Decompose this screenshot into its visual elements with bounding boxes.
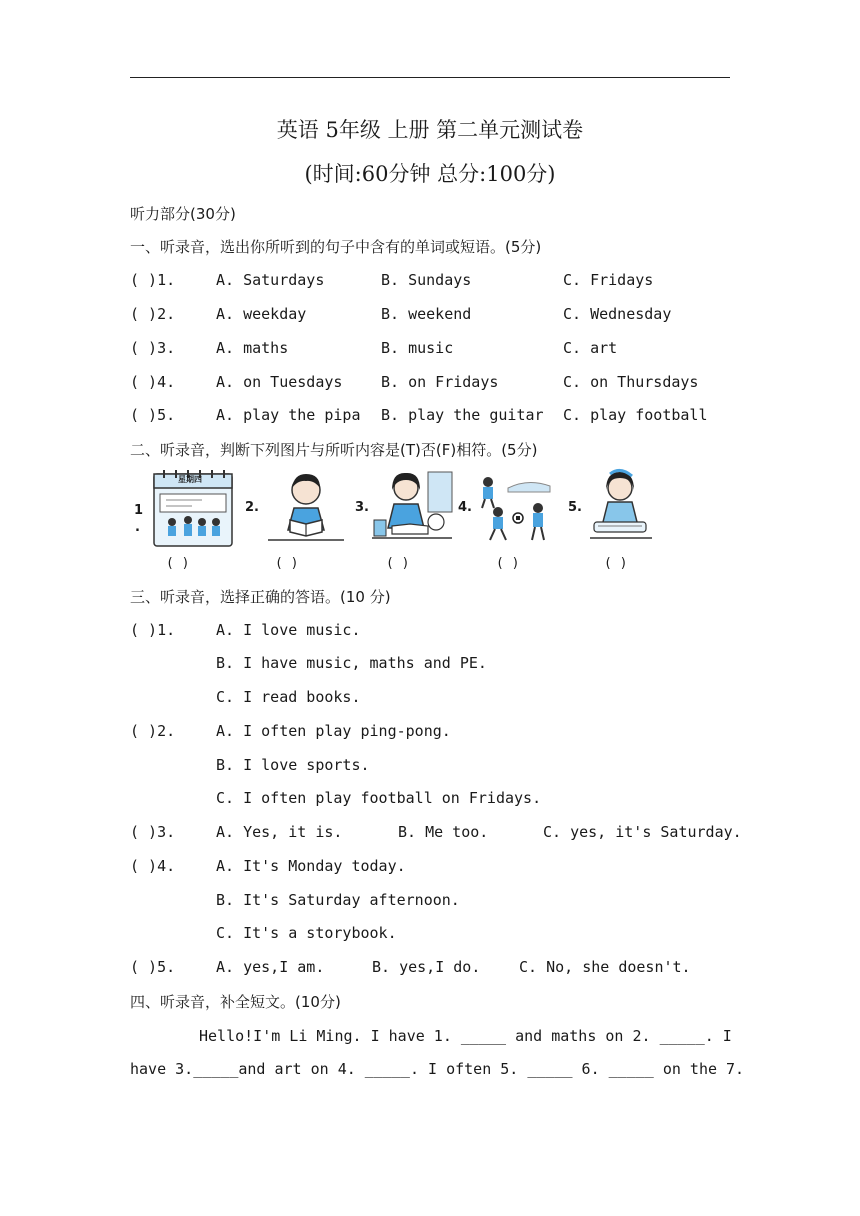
- part3-q3-option-c: C. yes, it's Saturday.: [543, 823, 742, 841]
- part3-q5-option-a: A. yes,I am.: [216, 958, 325, 976]
- part3-q1-option-c: C. I read books.: [216, 688, 361, 706]
- part3-heading: 三、听录音，选择正确的答语。(10 分): [130, 588, 391, 606]
- option-c: C. Fridays: [563, 271, 654, 289]
- picture-4-answer-paren[interactable]: ( ): [496, 556, 520, 571]
- part3-q4-option-a: A. It's Monday today.: [216, 857, 406, 875]
- picture-5-girl-playing-image: [582, 468, 666, 548]
- part3-q2-option-c: C. I often play football on Fridays.: [216, 789, 542, 807]
- picture-4-playing-football-image: [468, 468, 552, 548]
- answer-paren[interactable]: ( )4.: [130, 373, 176, 391]
- part3-q3-answer-paren[interactable]: ( )3.: [130, 823, 176, 841]
- part3-q1-option-a: A. I love music.: [216, 621, 361, 639]
- option-b: B. Sundays: [381, 271, 472, 289]
- page-subtitle: (时间:60分钟 总分:100分): [304, 162, 556, 186]
- picture-5-number: 5.: [568, 500, 582, 515]
- part3-q2-option-b: B. I love sports.: [216, 756, 370, 774]
- option-c: C. Wednesday: [563, 305, 672, 323]
- top-rule: [130, 77, 730, 78]
- listening-header: 听力部分(30分): [130, 205, 236, 223]
- picture-2-reading-boy-image: [264, 468, 348, 548]
- part3-q4-answer-paren[interactable]: ( )4.: [130, 857, 176, 875]
- picture-2-number: 2.: [245, 500, 259, 515]
- part3-q5-option-c: C. No, she doesn't.: [519, 958, 691, 976]
- picture-3-girl-studying-image: [370, 468, 454, 548]
- option-b: B. play the guitar: [381, 406, 544, 424]
- option-a: A. on Tuesdays: [216, 373, 343, 391]
- part2-heading: 二、听录音，判断下列图片与所听内容是(T)否(F)相符。(5分): [130, 441, 538, 459]
- part3-q2-answer-paren[interactable]: ( )2.: [130, 722, 176, 740]
- option-b: B. music: [381, 339, 454, 357]
- answer-paren[interactable]: ( )2.: [130, 305, 176, 323]
- option-a: A. maths: [216, 339, 289, 357]
- part4-passage-line-2: have 3._____and art on 4. _____. I often 5. _____ 6. _____ on the 7.: [130, 1060, 745, 1078]
- option-b: B. on Fridays: [381, 373, 499, 391]
- part3-q3-option-b: B. Me too.: [398, 823, 489, 841]
- picture-2-answer-paren[interactable]: ( ): [275, 556, 299, 571]
- picture-1-answer-paren[interactable]: ( ): [166, 556, 190, 571]
- picture-3-number: 3.: [355, 500, 369, 515]
- part3-q5-answer-paren[interactable]: ( )5.: [130, 958, 176, 976]
- option-c: C. art: [563, 339, 618, 357]
- part1-heading: 一、听录音，选出你所听到的句子中含有的单词或短语。(5分): [130, 238, 542, 256]
- option-a: A. weekday: [216, 305, 307, 323]
- part3-q1-answer-paren[interactable]: ( )1.: [130, 621, 176, 639]
- part3-q1-option-b: B. I have music, maths and PE.: [216, 654, 487, 672]
- option-c: C. on Thursdays: [563, 373, 699, 391]
- part3-q4-option-b: B. It's Saturday afternoon.: [216, 891, 460, 909]
- answer-paren[interactable]: ( )3.: [130, 339, 176, 357]
- option-a: A. play the pipa: [216, 406, 361, 424]
- picture-4-number: 4.: [458, 500, 472, 515]
- picture-1-number: 1: [134, 503, 144, 518]
- picture-3-answer-paren[interactable]: ( ): [386, 556, 410, 571]
- part4-heading: 四、听录音，补全短文。(10分): [130, 993, 341, 1011]
- part3-q3-option-a: A. Yes, it is.: [216, 823, 343, 841]
- part3-q4-option-c: C. It's a storybook.: [216, 924, 397, 942]
- picture-1-dot: .: [135, 520, 140, 535]
- picture-5-answer-paren[interactable]: ( ): [604, 556, 628, 571]
- part3-q2-option-a: A. I often play ping-pong.: [216, 722, 451, 740]
- calendar-label: 星期四: [178, 475, 202, 484]
- part3-q5-option-b: B. yes,I do.: [372, 958, 481, 976]
- page-title: 英语 5年级 上册 第二单元测试卷: [276, 118, 584, 142]
- part4-passage-line-1: Hello!I'm Li Ming. I have 1. _____ and maths on 2. _____. I: [199, 1027, 732, 1045]
- option-b: B. weekend: [381, 305, 472, 323]
- option-c: C. play football: [563, 406, 708, 424]
- answer-paren[interactable]: ( )1.: [130, 271, 176, 289]
- option-a: A. Saturdays: [216, 271, 325, 289]
- answer-paren[interactable]: ( )5.: [130, 406, 176, 424]
